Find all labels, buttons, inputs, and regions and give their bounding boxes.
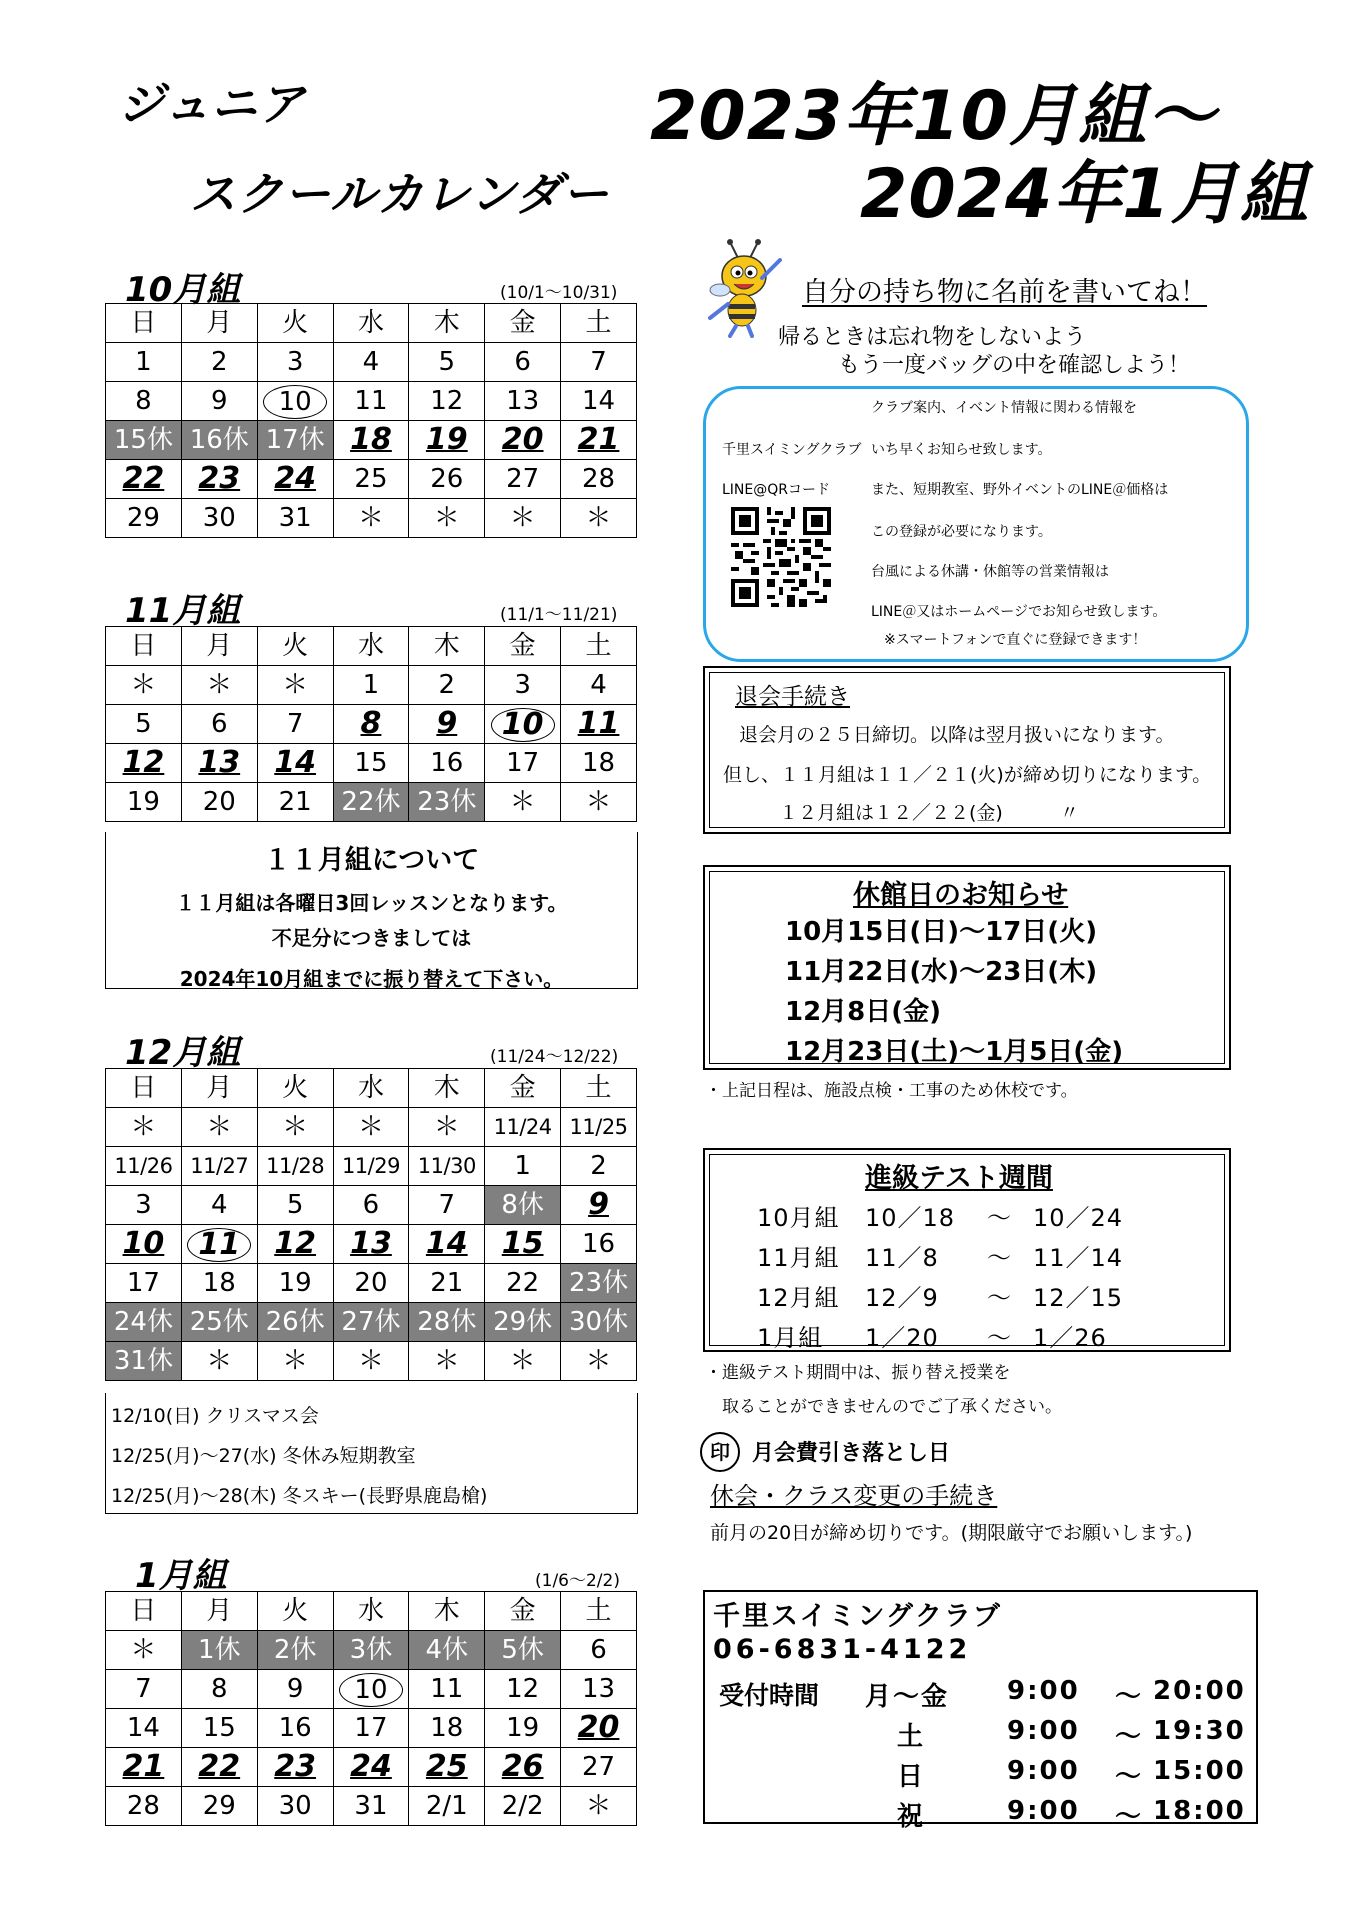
weekday-header: 金: [485, 627, 561, 666]
nov-range: (11/1～11/21): [500, 605, 618, 625]
test-sep: ～: [987, 1204, 1012, 1232]
weekday-header: 月: [181, 1069, 257, 1108]
withdraw-line1: 退会月の２５日締切。以降は翌月扱いになります。: [739, 724, 1175, 746]
calendar-day-cell: 17: [333, 1709, 409, 1748]
weekday-header: 月: [181, 627, 257, 666]
calendar-day-cell: ＊: [333, 499, 409, 538]
calendar-day-cell: 2: [409, 666, 485, 705]
withdraw-title: 退会手続き: [735, 684, 850, 710]
calendar-day-cell: 17: [485, 744, 561, 783]
test-from: 12／9: [865, 1284, 939, 1312]
calendar-day-cell: 26: [485, 1748, 561, 1787]
calendar-day-cell: ＊: [561, 499, 637, 538]
calendar-day-cell: 6: [485, 343, 561, 382]
calendar-day-cell: 11/28: [257, 1147, 333, 1186]
contact-club: 千里スイミングクラブ: [713, 1601, 1002, 1632]
reminder-title: 自分の持ち物に名前を書いてね！: [802, 277, 1207, 308]
calendar-day-cell: 11/30: [409, 1147, 485, 1186]
calendar-day-cell: 9: [181, 382, 257, 421]
calendar-day-cell: ＊: [561, 783, 637, 822]
weekday-header: 水: [333, 627, 409, 666]
calendar-day-cell: ＊: [106, 666, 182, 705]
calendar-day-cell: 4: [181, 1186, 257, 1225]
weekday-header: 火: [257, 1069, 333, 1108]
calendar-day-cell: 22休: [333, 783, 409, 822]
weekday-header: 日: [106, 627, 182, 666]
calendar-day-cell: 3: [106, 1186, 182, 1225]
calendar-day-cell: 1: [106, 343, 182, 382]
calendar-day-cell: 13: [561, 1670, 637, 1709]
withdraw-line3: １２月組は１２／２２(金) 〃: [779, 802, 1079, 824]
withdraw-line2: 但し、１１月組は１１／２１(火)が締め切りになります。: [723, 764, 1212, 786]
calendar-day-cell: 28: [106, 1787, 182, 1826]
test-from: 11／8: [865, 1244, 939, 1272]
calendar-day-cell: 11/29: [333, 1147, 409, 1186]
calendar-day-cell: 23休: [409, 783, 485, 822]
debit-day-circle: 10: [263, 385, 327, 419]
calendar-day-cell: ＊: [485, 499, 561, 538]
calendar-day-cell: 18: [409, 1709, 485, 1748]
calendar-day-cell: 4休: [409, 1631, 485, 1670]
calendar-day-cell: 19: [409, 421, 485, 460]
test-to: 11／14: [1033, 1244, 1124, 1272]
debit-day-circle: 10: [491, 708, 555, 742]
calendar-day-cell: ＊: [181, 1108, 257, 1147]
hours-day: 月～金: [865, 1682, 950, 1712]
calendar-day-cell: 5: [257, 1186, 333, 1225]
calendar-day-cell: 16: [257, 1709, 333, 1748]
calendar-day-cell: 1: [485, 1147, 561, 1186]
nov-title: 11月組: [125, 591, 241, 631]
calendar-day-cell: 4: [561, 666, 637, 705]
calendar-day-cell: 28休: [409, 1303, 485, 1342]
weekday-header: 日: [106, 304, 182, 343]
weekday-header: 火: [257, 1592, 333, 1631]
calendar-day-cell: 9: [561, 1186, 637, 1225]
calendar-day-cell: 30休: [561, 1303, 637, 1342]
weekday-header: 土: [561, 304, 637, 343]
calendar-day-cell: 17休: [257, 421, 333, 460]
calendar-day-cell: 25: [409, 1748, 485, 1787]
weekday-header: 水: [333, 1592, 409, 1631]
calendar-day-cell: ＊: [106, 1631, 182, 1670]
calendar-day-cell: ＊: [409, 1108, 485, 1147]
test-note1: ・進級テスト期間中は、振り替え授業を: [705, 1363, 1011, 1383]
reminder-line2: もう一度バッグの中を確認しよう！: [838, 353, 1191, 378]
line-club-name: 千里スイミングクラブ: [722, 442, 862, 458]
test-group: 1月組: [757, 1324, 824, 1352]
calendar-day-cell: 11/27: [181, 1147, 257, 1186]
calendar-day-cell: 25休: [181, 1303, 257, 1342]
weekday-header: 木: [409, 1592, 485, 1631]
calendar-day-cell: 25: [333, 460, 409, 499]
calendar-day-cell: ＊: [181, 666, 257, 705]
calendar-day-cell: ＊: [181, 1342, 257, 1381]
calendar-day-cell: 11/26: [106, 1147, 182, 1186]
test-note2: 取ることができませんのでご了承ください。: [722, 1397, 1062, 1417]
calendar-day-cell: ＊: [257, 1108, 333, 1147]
weekday-header: 水: [333, 304, 409, 343]
calendar-day-cell: 10: [106, 1225, 182, 1264]
dec-calendar: [105, 1068, 637, 1381]
debit-mark-icon: 印: [700, 1432, 740, 1472]
calendar-day-cell: 5: [409, 343, 485, 382]
test-week-box: [703, 1148, 1231, 1352]
calendar-day-cell: 13: [181, 744, 257, 783]
calendar-day-cell: 18: [333, 421, 409, 460]
weekday-header: 火: [257, 627, 333, 666]
qr-code-icon[interactable]: [730, 507, 832, 607]
line-text: いち早くお知らせ致します。: [871, 442, 1052, 458]
calendar-day-cell: ＊: [485, 1342, 561, 1381]
calendar-day-cell: 31休: [106, 1342, 182, 1381]
jan-range: (1/6～2/2): [535, 1571, 620, 1591]
calendar-day-cell: 8: [333, 705, 409, 744]
change-title: 休会・クラス変更の手続き: [710, 1482, 998, 1510]
calendar-day-cell: 21: [409, 1264, 485, 1303]
calendar-day-cell: 16: [561, 1225, 637, 1264]
nov-note-line3: 2024年10月組までに振り替えて下さい。: [179, 967, 564, 991]
calendar-day-cell: 19: [257, 1264, 333, 1303]
hours-day: 日: [897, 1762, 926, 1792]
calendar-day-cell: 12: [409, 382, 485, 421]
line-text: この登録が必要になります。: [871, 524, 1052, 540]
calendar-day-cell: 16休: [181, 421, 257, 460]
weekday-header: 水: [333, 1069, 409, 1108]
debit-day-circle: 11: [187, 1228, 251, 1262]
hours-sep: ～: [1115, 1802, 1144, 1832]
calendar-day-cell: 11: [561, 705, 637, 744]
hours-sep: ～: [1115, 1762, 1144, 1792]
calendar-day-cell: 5: [106, 705, 182, 744]
calendar-day-cell: [485, 705, 561, 744]
calendar-day-cell: 20: [485, 421, 561, 460]
calendar-day-cell: ＊: [561, 1342, 637, 1381]
nov-note-line2: 不足分につきましては: [271, 926, 472, 950]
test-sep: ～: [987, 1244, 1012, 1272]
calendar-day-cell: 11: [333, 382, 409, 421]
calendar-day-cell: ＊: [561, 1787, 637, 1826]
calendar-day-cell: 19: [485, 1709, 561, 1748]
line-text: 台風による休講・休館等の営業情報は: [871, 564, 1109, 580]
calendar-day-cell: 22: [485, 1264, 561, 1303]
change-text: 前月の20日が締め切りです。(期限厳守でお願いします。): [710, 1522, 1193, 1544]
calendar-day-cell: 15: [333, 744, 409, 783]
calendar-day-cell: 31: [333, 1787, 409, 1826]
hours-open: 9:00: [1007, 1796, 1080, 1826]
weekday-header: 金: [485, 304, 561, 343]
calendar-day-cell: 18: [181, 1264, 257, 1303]
calendar-day-cell: 29: [106, 499, 182, 538]
test-group: 12月組: [757, 1284, 840, 1312]
calendar-day-cell: 6: [561, 1631, 637, 1670]
line-text: LINE＠又はホームページでお知らせ致します。: [871, 604, 1167, 620]
calendar-day-cell: ＊: [333, 1342, 409, 1381]
calendar-day-cell: [333, 1670, 409, 1709]
calendar-day-cell: 2: [181, 343, 257, 382]
calendar-day-cell: 29休: [485, 1303, 561, 1342]
calendar-day-cell: 14: [561, 382, 637, 421]
test-title: 進級テスト週間: [865, 1163, 1053, 1194]
weekday-header: 日: [106, 1592, 182, 1631]
calendar-day-cell: 29: [181, 1787, 257, 1826]
hours-day: 祝: [897, 1802, 926, 1832]
weekday-header: 土: [561, 1592, 637, 1631]
reminder-line1: 帰るときは忘れ物をしないよう: [778, 325, 1087, 350]
period-line2: 2024年1月組: [860, 155, 1309, 234]
calendar-day-cell: 30: [181, 499, 257, 538]
calendar-day-cell: 23: [257, 1748, 333, 1787]
calendar-day-cell: 7: [257, 705, 333, 744]
line-info-box: [703, 386, 1249, 662]
weekday-header: 月: [181, 1592, 257, 1631]
calendar-day-cell: 27休: [333, 1303, 409, 1342]
jan-title: 1月組: [135, 1556, 227, 1596]
debit-label: 月会費引き落とし日: [752, 1441, 951, 1466]
calendar-day-cell: 15: [181, 1709, 257, 1748]
dec-event: 12/10(日) クリスマス会: [111, 1405, 319, 1427]
calendar-day-cell: 21: [257, 783, 333, 822]
test-from: 1／20: [865, 1324, 939, 1352]
calendar-day-cell: [181, 1225, 257, 1264]
line-text: ※スマートフォンで直ぐに登録できます！: [884, 632, 1147, 648]
calendar-day-cell: 19: [106, 783, 182, 822]
calendar-day-cell: 1: [333, 666, 409, 705]
calendar-day-cell: 5休: [485, 1631, 561, 1670]
calendar-day-cell: 9: [409, 705, 485, 744]
hours-sep: ～: [1115, 1722, 1144, 1752]
calendar-day-cell: 26休: [257, 1303, 333, 1342]
weekday-header: 木: [409, 1069, 485, 1108]
jan-calendar: [105, 1591, 637, 1826]
calendar-day-cell: 1休: [181, 1631, 257, 1670]
calendar-day-cell: 21: [106, 1748, 182, 1787]
line-text: また、短期教室、野外イベントのLINE＠価格は: [871, 482, 1169, 498]
calendar-day-cell: [257, 382, 333, 421]
closed-date: 11月22日(水)～23日(木): [785, 957, 1098, 987]
debit-day-circle: 10: [339, 1673, 403, 1707]
test-to: 1／26: [1033, 1324, 1107, 1352]
calendar-day-cell: 14: [257, 744, 333, 783]
weekday-header: 火: [257, 304, 333, 343]
calendar-day-cell: 12: [485, 1670, 561, 1709]
calendar-day-cell: 27: [561, 1748, 637, 1787]
calendar-day-cell: 3: [257, 343, 333, 382]
calendar-day-cell: 17: [106, 1264, 182, 1303]
calendar-day-cell: 7: [561, 343, 637, 382]
weekday-header: 土: [561, 627, 637, 666]
nov-note-box: [105, 832, 638, 989]
calendar-day-cell: 21: [561, 421, 637, 460]
calendar-day-cell: 31: [257, 499, 333, 538]
calendar-day-cell: 2/2: [485, 1787, 561, 1826]
calendar-day-cell: 15休: [106, 421, 182, 460]
weekday-header: 金: [485, 1592, 561, 1631]
test-group: 10月組: [757, 1204, 840, 1232]
nov-note-title: １１月組について: [263, 845, 480, 876]
calendar-day-cell: 2/1: [409, 1787, 485, 1826]
calendar-day-cell: ＊: [333, 1108, 409, 1147]
calendar-day-cell: 6: [333, 1186, 409, 1225]
calendar-day-cell: 8: [181, 1670, 257, 1709]
hours-open: 9:00: [1007, 1676, 1080, 1706]
calendar-day-cell: 30: [257, 1787, 333, 1826]
dec-event: 12/25(月)～28(木) 冬スキー(長野県鹿島槍): [111, 1485, 488, 1507]
contact-box: [703, 1590, 1258, 1832]
calendar-day-cell: 13: [333, 1225, 409, 1264]
closed-date: 10月15日(日)～17日(火): [785, 917, 1098, 947]
calendar-day-cell: ＊: [257, 666, 333, 705]
hours-label: 受付時間: [719, 1681, 820, 1710]
calendar-day-cell: 22: [181, 1748, 257, 1787]
hours-open: 9:00: [1007, 1756, 1080, 1786]
calendar-day-cell: 13: [485, 382, 561, 421]
nov-calendar: [105, 626, 637, 822]
dec-event: 12/25(月)～27(水) 冬休み短期教室: [111, 1445, 416, 1467]
test-sep: ～: [987, 1284, 1012, 1312]
calendar-day-cell: 20: [181, 783, 257, 822]
calendar-day-cell: 14: [106, 1709, 182, 1748]
calendar-day-cell: 7: [409, 1186, 485, 1225]
weekday-header: 土: [561, 1069, 637, 1108]
calendar-day-cell: 3: [485, 666, 561, 705]
closed-note: ・上記日程は、施設点検・工事のため休校です。: [705, 1081, 1078, 1101]
weekday-header: 木: [409, 627, 485, 666]
calendar-day-cell: 9: [257, 1670, 333, 1709]
calendar-day-cell: 20: [333, 1264, 409, 1303]
calendar-day-cell: 22: [106, 460, 182, 499]
nov-note-line1: １１月組は各曜日3回レッスンとなります。: [175, 891, 568, 915]
hours-sep: ～: [1115, 1682, 1144, 1712]
calendar-day-cell: 4: [333, 343, 409, 382]
calendar-day-cell: 12: [257, 1225, 333, 1264]
line-qr-label: LINE@QRコード: [722, 482, 830, 498]
hours-close: 18:00: [1153, 1796, 1246, 1826]
withdraw-box: [703, 666, 1231, 834]
calendar-day-cell: 12: [106, 744, 182, 783]
weekday-header: 日: [106, 1069, 182, 1108]
dec-title: 12月組: [125, 1033, 241, 1073]
calendar-day-cell: 24: [257, 460, 333, 499]
hours-close: 19:30: [1153, 1716, 1246, 1746]
oct-title: 10月組: [125, 270, 241, 310]
closed-title: 休館日のお知らせ: [853, 880, 1069, 911]
calendar-day-cell: ＊: [409, 499, 485, 538]
weekday-header: 金: [485, 1069, 561, 1108]
calendar-day-cell: 23: [181, 460, 257, 499]
weekday-header: 木: [409, 304, 485, 343]
calendar-day-cell: 11: [409, 1670, 485, 1709]
hours-open: 9:00: [1007, 1716, 1080, 1746]
calendar-day-cell: 14: [409, 1225, 485, 1264]
calendar-day-cell: ＊: [409, 1342, 485, 1381]
dec-range: (11/24～12/22): [490, 1047, 619, 1067]
oct-range: (10/1～10/31): [500, 283, 618, 303]
calendar-day-cell: 2休: [257, 1631, 333, 1670]
calendar-day-cell: 3休: [333, 1631, 409, 1670]
title-junior: ジュニア: [118, 77, 306, 131]
calendar-day-cell: 26: [409, 460, 485, 499]
calendar-day-cell: ＊: [106, 1108, 182, 1147]
test-sep: ～: [987, 1324, 1012, 1352]
test-to: 12／15: [1033, 1284, 1124, 1312]
calendar-day-cell: 24: [333, 1748, 409, 1787]
test-group: 11月組: [757, 1244, 840, 1272]
test-from: 10／18: [865, 1204, 956, 1232]
calendar-day-cell: 7: [106, 1670, 182, 1709]
line-text: クラブ案内、イベント情報に関わる情報を: [871, 400, 1137, 416]
calendar-day-cell: 11/25: [561, 1108, 637, 1147]
calendar-day-cell: 18: [561, 744, 637, 783]
bee-mascot-icon: [700, 238, 790, 338]
calendar-day-cell: ＊: [257, 1342, 333, 1381]
calendar-day-cell: ＊: [485, 783, 561, 822]
weekday-header: 月: [181, 304, 257, 343]
calendar-day-cell: 28: [561, 460, 637, 499]
hours-close: 20:00: [1153, 1676, 1246, 1706]
calendar-day-cell: 11/24: [485, 1108, 561, 1147]
calendar-day-cell: 23休: [561, 1264, 637, 1303]
period-line1: 2023年10月組～: [650, 77, 1216, 156]
test-to: 10／24: [1033, 1204, 1124, 1232]
closed-date: 12月8日(金): [785, 997, 942, 1027]
title-school-calendar: スクールカレンダー: [190, 167, 610, 221]
oct-calendar: [105, 303, 637, 538]
calendar-day-cell: 24休: [106, 1303, 182, 1342]
closed-date: 12月23日(土)～1月5日(金): [785, 1037, 1124, 1067]
calendar-day-cell: 2: [561, 1147, 637, 1186]
hours-close: 15:00: [1153, 1756, 1246, 1786]
calendar-day-cell: 8: [106, 382, 182, 421]
calendar-day-cell: 16: [409, 744, 485, 783]
calendar-day-cell: 6: [181, 705, 257, 744]
calendar-day-cell: 27: [485, 460, 561, 499]
hours-day: 土: [897, 1722, 926, 1752]
calendar-day-cell: 20: [561, 1709, 637, 1748]
calendar-day-cell: 15: [485, 1225, 561, 1264]
contact-phone[interactable]: 06-6831-4122: [713, 1634, 972, 1665]
closed-days-box: [703, 865, 1231, 1070]
dec-events-box: [105, 1393, 638, 1514]
calendar-day-cell: 8休: [485, 1186, 561, 1225]
